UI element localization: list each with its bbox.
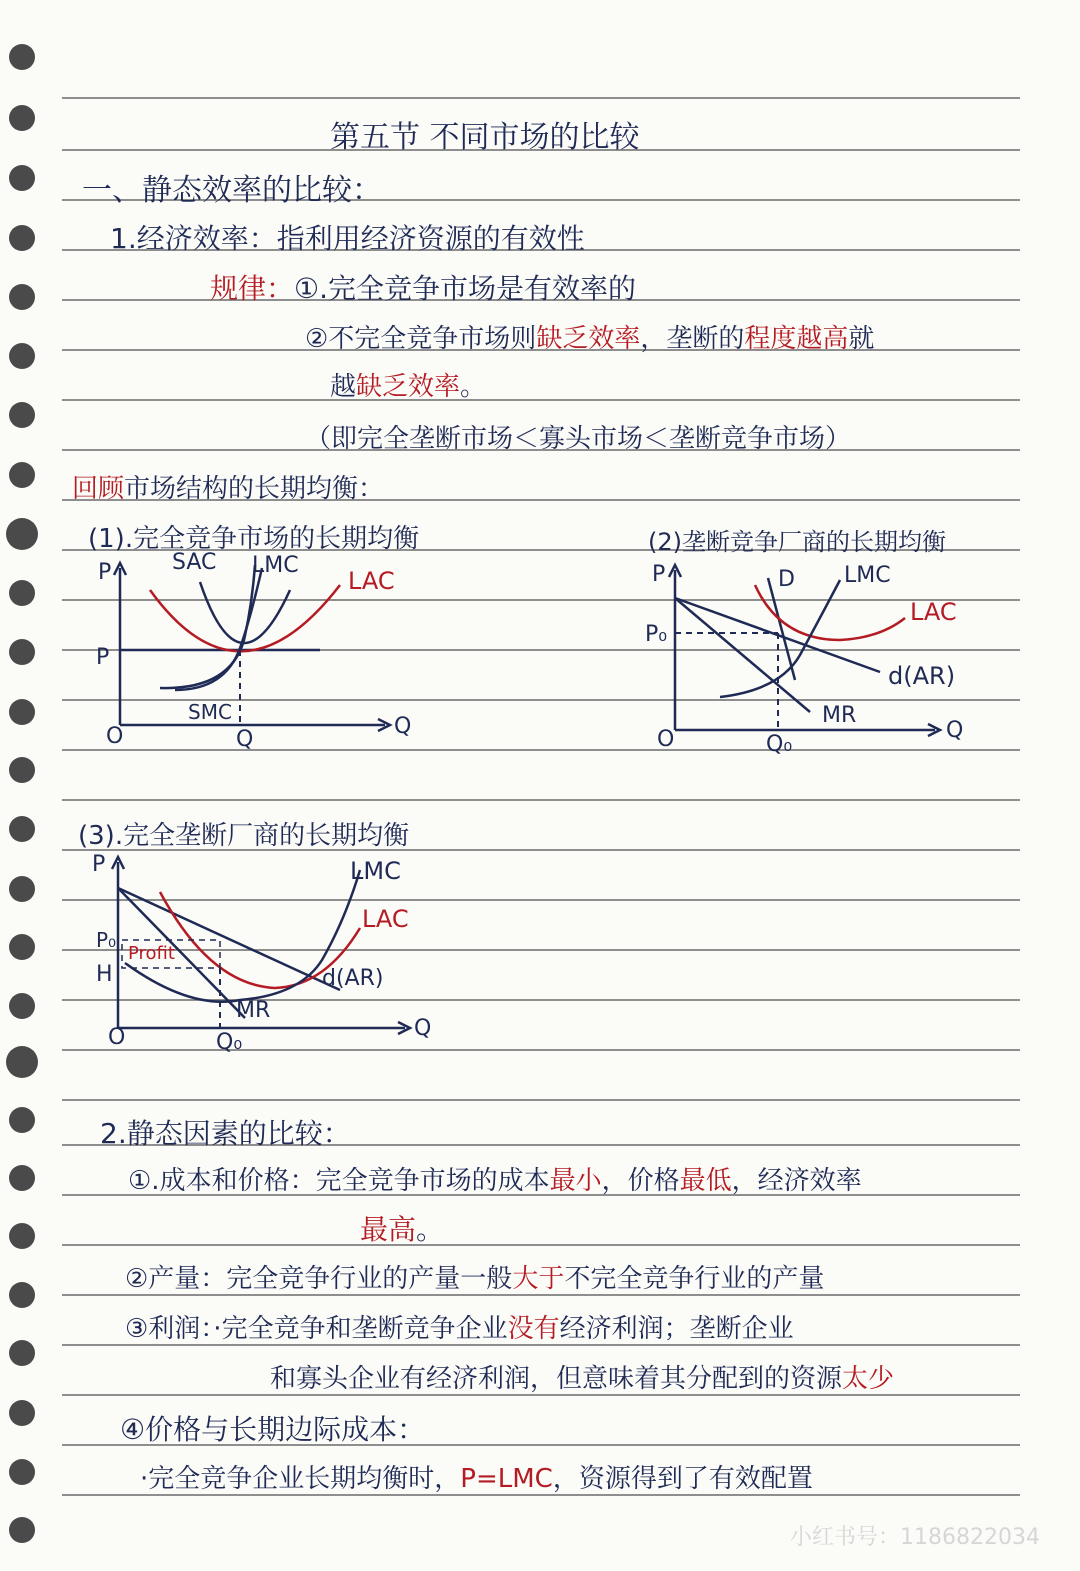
item3-line (125, 1308, 794, 1345)
chart3-origin: O (108, 1025, 126, 1050)
chart3-title: (3).完全垄断厂商的长期均衡 (78, 821, 410, 851)
chart2-ylabel: P (652, 562, 666, 587)
market-order: （即完全垄断市场＜寡头市场＜垄断竞争市场） (305, 424, 852, 454)
chart1-lmc-label: LMC (252, 553, 299, 578)
chart2-mr-label: MR (822, 703, 857, 728)
item1-e: ，经济效率 (731, 1166, 862, 1196)
chart2-mr-line (675, 598, 810, 712)
section1-heading: 一、静态效率的比较： (82, 173, 382, 208)
chart3-lac-label: LAC (362, 905, 409, 933)
item1-a: ①.成本和价格：完全竞争市场的成本 (128, 1166, 550, 1196)
law2-h: 。 (460, 372, 487, 402)
chart1-lmc-curve (175, 568, 262, 690)
law2-f: 越 (330, 372, 357, 402)
chart2-xlabel: Q (946, 718, 964, 743)
item1-c: ，价格 (601, 1166, 680, 1196)
chart1-origin: O (106, 724, 124, 749)
item1-d: 最低 (679, 1166, 732, 1196)
chart3-xlabel: Q (414, 1016, 432, 1041)
definition-text: 指利用经济资源的有效性 (276, 222, 585, 255)
chart2-q0-label: Q₀ (766, 732, 793, 757)
chart2-title: (2)垄断竞争厂商的长期均衡 (648, 528, 946, 556)
chart2-dar-label: d(AR) (888, 662, 956, 690)
law-line-2 (305, 318, 874, 355)
chart1-ylabel: P (98, 560, 112, 585)
item2-b: 大于 (512, 1264, 565, 1294)
chart3-cost-label: H (96, 962, 113, 987)
item1-g: 。 (416, 1213, 445, 1246)
chart2-d-label: D (778, 567, 795, 592)
law2-a: ②不完全竞争市场则 (305, 324, 537, 354)
law-1: ①.完全竞争市场是有效率的 (294, 272, 637, 305)
chart2-origin: O (657, 727, 675, 752)
item3-c: 经济利润；垄断企业 (559, 1314, 794, 1344)
section2-heading: 2.静态因素的比较： (100, 1117, 351, 1150)
chart1-lac-label: LAC (348, 567, 395, 595)
chart2-price-label: P₀ (645, 622, 668, 647)
item3-d: 和寡头企业有经济利润，但意味着其分配到的资源 (270, 1364, 843, 1394)
review-red: 回顾 (72, 474, 125, 504)
item1-line (128, 1160, 862, 1197)
chart3-dar-label: d(AR) (322, 966, 384, 991)
item4-c: ，资源得到了有效配置 (552, 1464, 813, 1494)
chart1-xlabel: Q (394, 714, 412, 739)
law-label: 规律： (210, 272, 295, 305)
chart3-mr-label: MR (236, 998, 271, 1023)
chart1-q-label: Q (236, 727, 254, 752)
item3-cont (270, 1358, 894, 1395)
chart3-q0-label: Q₀ (216, 1030, 243, 1055)
law-line-1 (210, 267, 636, 307)
chart1-smc-curve (160, 565, 255, 688)
profit-label: Profit (128, 943, 175, 964)
item2-c: 不完全竞争行业的产量 (564, 1264, 825, 1294)
law-line-2-cont (330, 366, 486, 403)
chart1-title: (1).完全竞争市场的长期均衡 (88, 524, 420, 554)
chart3-price-label: P₀ (96, 928, 117, 952)
watermark: 小红书号：1186822034 (790, 1525, 1040, 1550)
item3-e: 太少 (842, 1364, 895, 1394)
item4-heading: ④价格与长期边际成本： (120, 1413, 426, 1446)
chart1-sac-label: SAC (172, 550, 217, 575)
definition-label: 1.经济效率： (110, 222, 277, 255)
law2-g: 缺乏效率 (356, 372, 461, 402)
review-text: 市场结构的长期均衡： (124, 474, 385, 504)
item4-line (140, 1458, 813, 1495)
item3-a: ③利润：·完全竞争和垄断竞争企业 (125, 1314, 508, 1344)
item1-f: 最高 (360, 1213, 417, 1246)
chart2-lmc-label: LMC (844, 563, 891, 588)
chart2-lac-label: LAC (910, 598, 957, 626)
chart1-smc-label: SMC (188, 700, 232, 724)
item2-line (125, 1258, 824, 1295)
chart3-ylabel: P (92, 852, 106, 877)
law2-b: 缺乏效率 (536, 324, 641, 354)
definition-line (110, 217, 585, 257)
review-line (72, 468, 384, 505)
page-title: 第五节 不同市场的比较 (330, 120, 640, 155)
chart3-lmc-label: LMC (350, 857, 401, 885)
item2-a: ②产量：完全竞争行业的产量一般 (125, 1264, 513, 1294)
item4-b: P=LMC (460, 1464, 553, 1494)
item1-b: 最小 (549, 1166, 602, 1196)
binder-holes (6, 44, 38, 1543)
law2-c: ，垄断的 (640, 324, 745, 354)
item4-a: ·完全竞争企业长期均衡时， (140, 1464, 461, 1494)
chart1-lac-curve (150, 585, 340, 651)
item1-cont (360, 1208, 444, 1248)
law2-d: 程度越高 (744, 324, 849, 354)
item3-b: 没有 (507, 1314, 560, 1344)
chart1-price-label: P (96, 645, 110, 670)
law2-e: 就 (848, 324, 875, 354)
